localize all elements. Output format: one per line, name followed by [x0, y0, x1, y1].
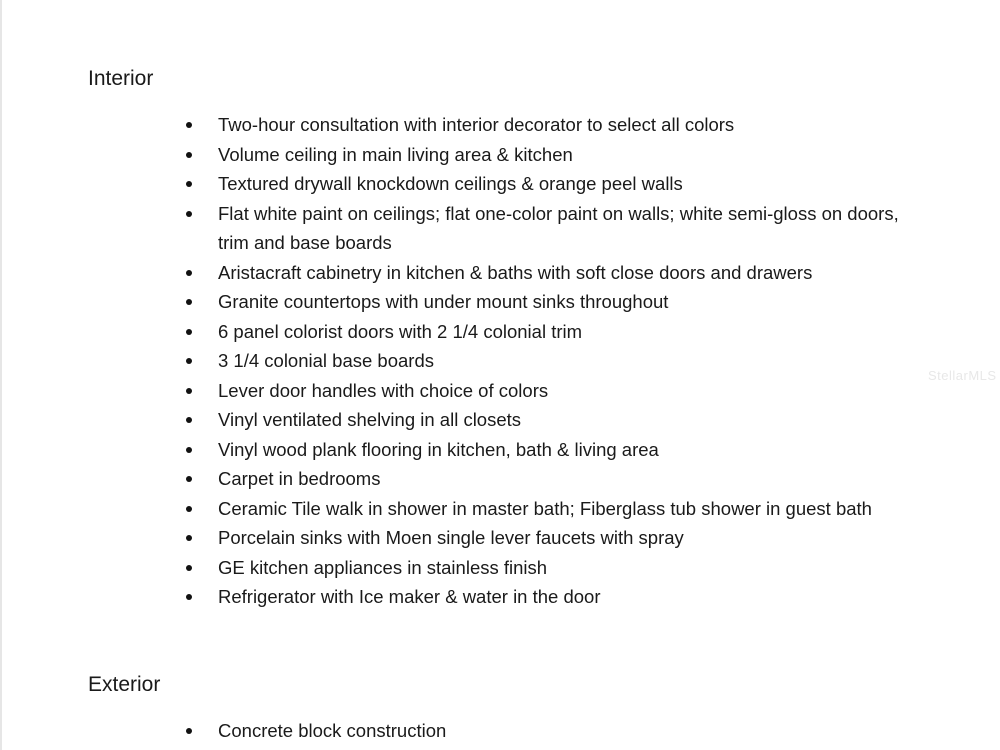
bullet-icon [186, 358, 192, 364]
list-item [186, 494, 926, 524]
list-item [186, 376, 926, 406]
list-item [186, 346, 926, 376]
bullet-icon [186, 417, 192, 423]
page-edge-divider [0, 0, 2, 750]
list-item-text: Volume ceiling in main living area & kitchen [218, 143, 573, 165]
list-item-text: GE kitchen appliances in stainless finish [218, 556, 548, 578]
list-item-text: Carpet in bedrooms [218, 468, 381, 489]
list-item [186, 287, 926, 317]
list-item [186, 582, 926, 612]
list-item-text: 3 1/4 colonial base boards [218, 350, 434, 371]
list-item [186, 199, 908, 258]
bullet-icon [186, 594, 192, 600]
list-item [186, 110, 926, 140]
bullet-icon [186, 506, 192, 512]
list-item-text: Flat white paint on ceilings; flat one-color paint on walls; white semi-gloss on doors, trim and base boards [218, 202, 899, 253]
list-item-text: Refrigerator with Ice maker & water in the door [218, 586, 601, 607]
list-item [186, 258, 926, 288]
list-item [186, 435, 926, 465]
list-item [186, 716, 926, 746]
bullet-icon [186, 535, 192, 541]
bullet-icon [186, 122, 192, 128]
bullet-icon [186, 329, 192, 335]
list-item [186, 140, 926, 170]
list-item [186, 169, 926, 199]
list-item [186, 405, 926, 435]
list-item-text: Two-hour consultation with interior decorator to select all colors [218, 114, 735, 135]
watermark: StellarMLS [928, 368, 997, 383]
list-item-text: Ceramic Tile walk in shower in master bath; Fiberglass tub shower in guest bath [218, 497, 872, 519]
list-item [186, 523, 926, 553]
list-item-text: Vinyl ventilated shelving in all closets [218, 409, 522, 430]
list-item-text: Aristacraft cabinetry in kitchen & baths with soft close doors and drawers [218, 261, 813, 283]
interior-feature-list [186, 110, 926, 612]
bullet-icon [186, 299, 192, 305]
list-item-text: Lever door handles with choice of colors [218, 379, 549, 401]
bullet-icon [186, 181, 192, 187]
bullet-icon [186, 476, 192, 482]
list-item-text: Concrete block construction [218, 720, 447, 741]
bullet-icon [186, 211, 192, 217]
list-item [186, 464, 926, 494]
exterior-feature-list [186, 716, 926, 746]
bullet-icon [186, 728, 192, 734]
list-item-text: Granite countertops with under mount sinks throughout [218, 291, 669, 312]
list-item [186, 553, 926, 583]
bullet-icon [186, 270, 192, 276]
exterior-heading: Exterior [88, 673, 161, 696]
bullet-icon [186, 152, 192, 158]
bullet-icon [186, 565, 192, 571]
list-item-text: Textured drywall knockdown ceilings & orange peel walls [218, 173, 683, 194]
bullet-icon [186, 447, 192, 453]
list-item-text: 6 panel colorist doors with 2 1/4 colonial trim [218, 320, 583, 342]
list-item-text: Porcelain sinks with Moen single lever faucets with spray [218, 527, 684, 548]
bullet-icon [186, 388, 192, 394]
list-item [186, 317, 926, 347]
interior-heading: Interior [88, 67, 154, 90]
list-item-text: Vinyl wood plank flooring in kitchen, bath & living area [218, 438, 659, 460]
